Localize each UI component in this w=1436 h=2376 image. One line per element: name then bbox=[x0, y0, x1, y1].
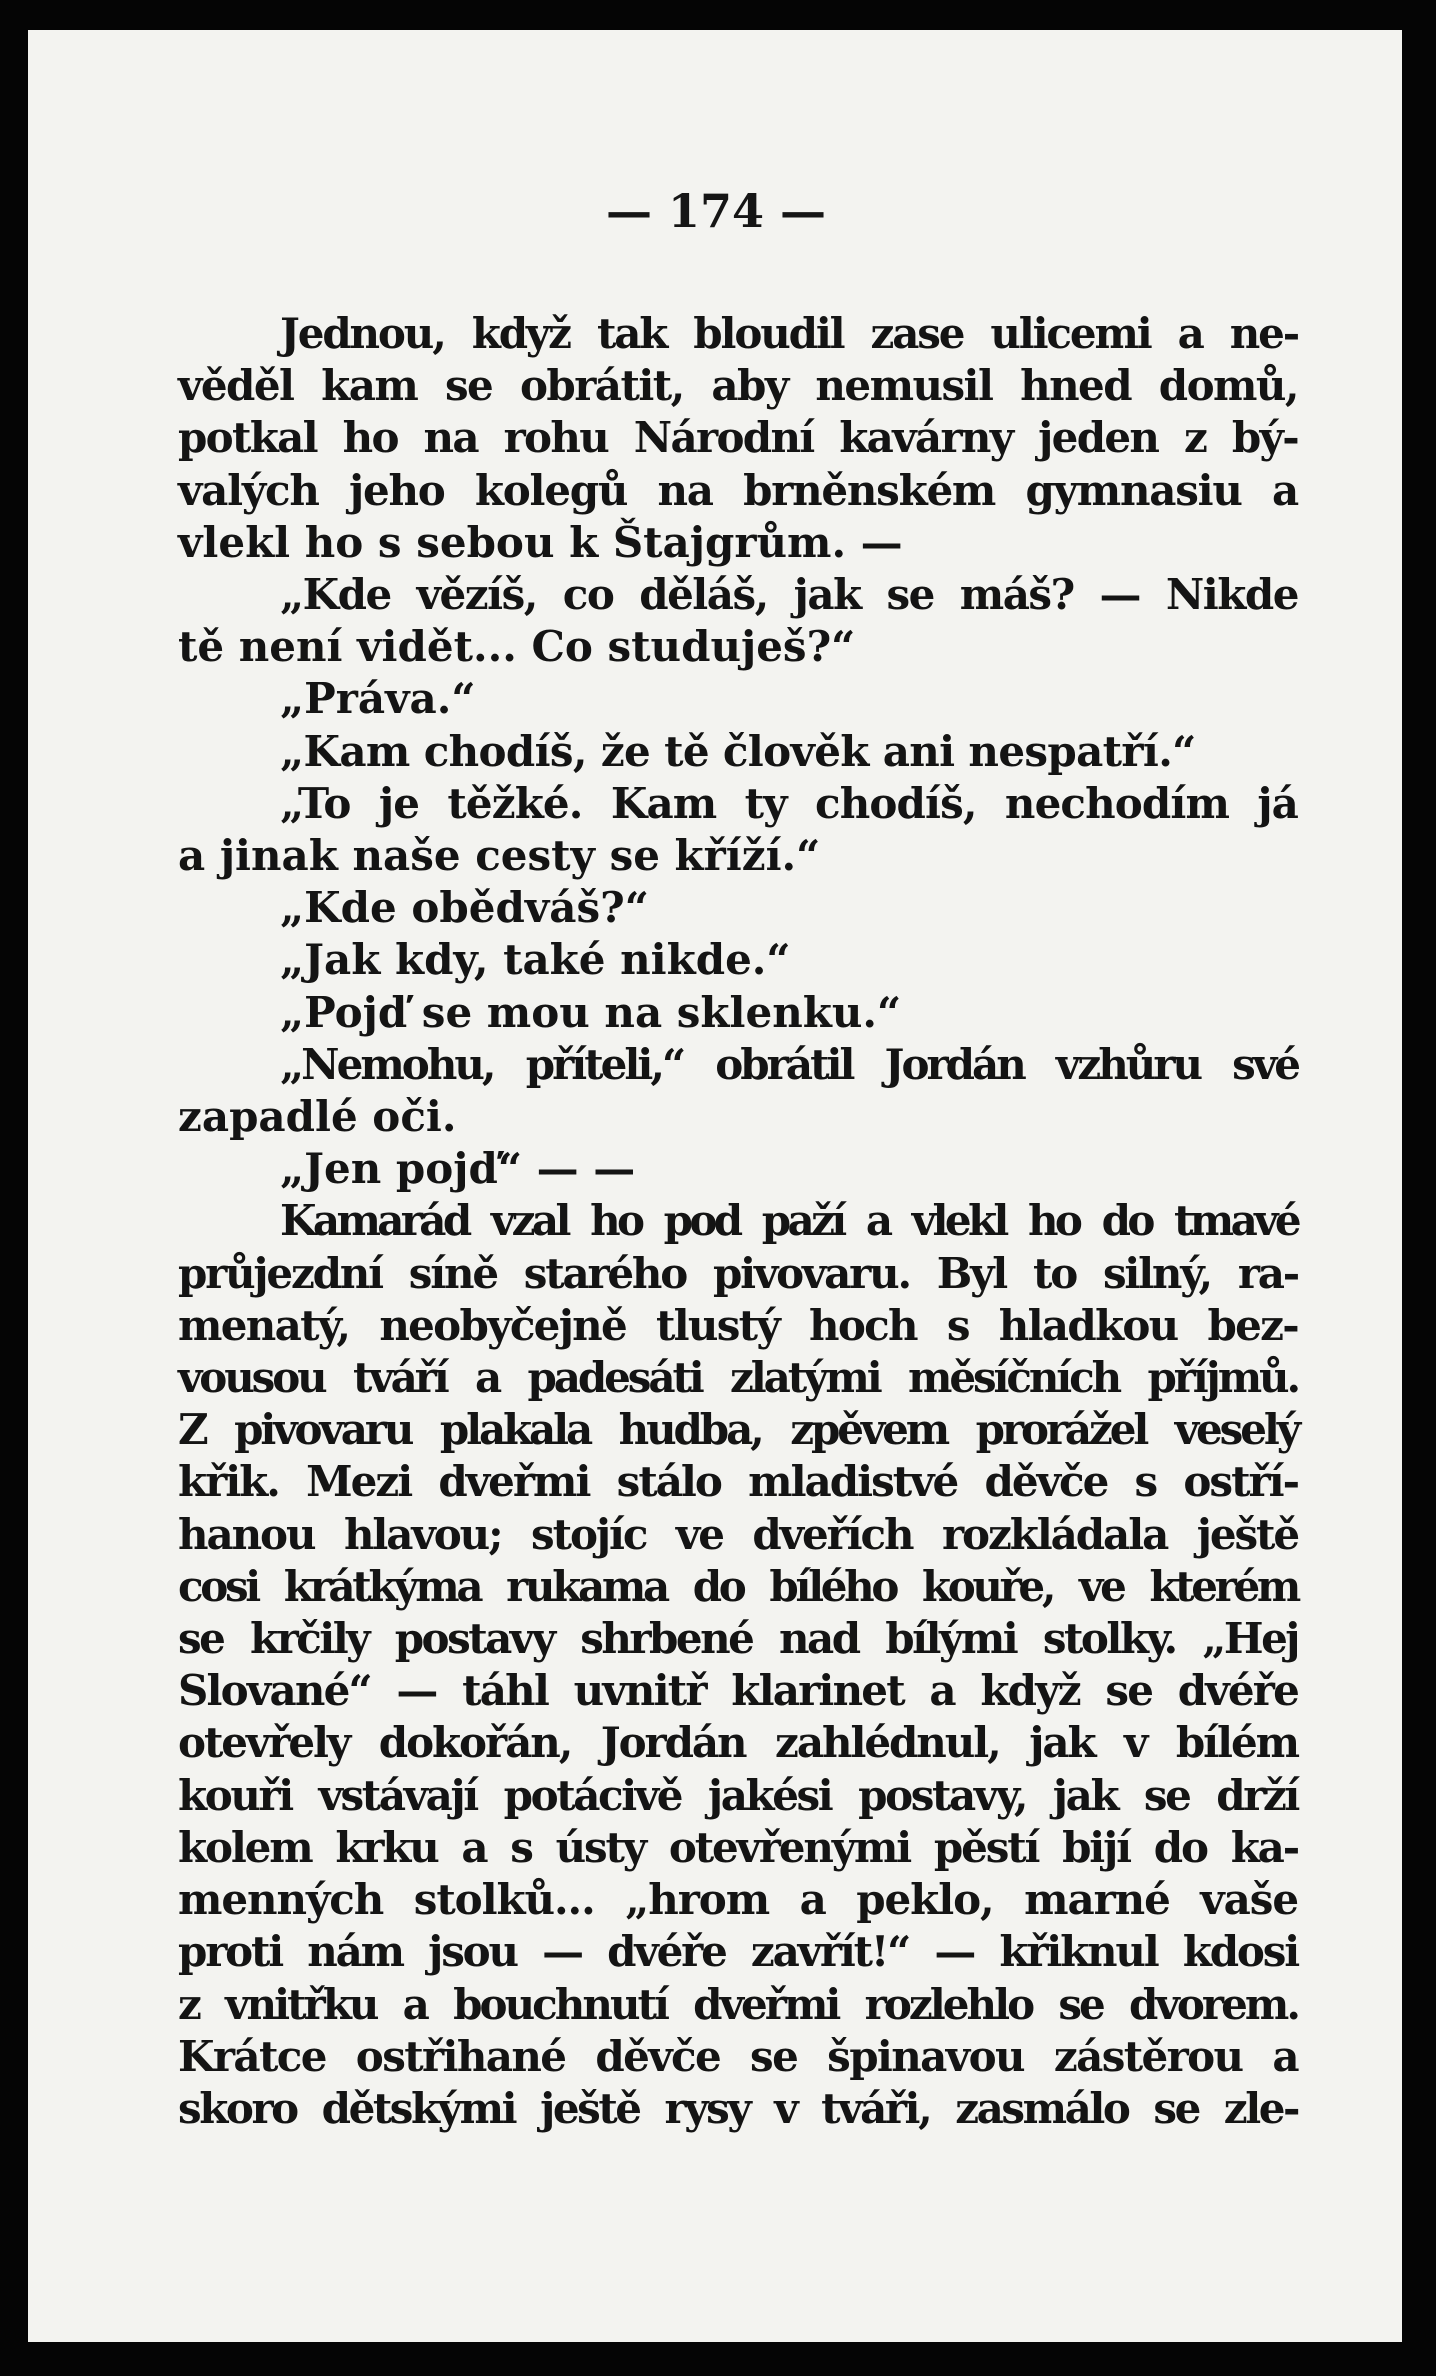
text-line: tě není vidět... Co studuješ?“ bbox=[178, 622, 856, 672]
text-line: Z pivovaru plakala hudba, zpěvem prorážel veselý bbox=[178, 1405, 1298, 1455]
paragraph-p10 bbox=[178, 1143, 1298, 1195]
text-line: zapadlé oči. bbox=[178, 1092, 457, 1142]
text-line: „Pojď se mou na sklenku.“ bbox=[280, 987, 902, 1037]
paragraph-p8 bbox=[178, 987, 1298, 1039]
text-line: „Jen pojď“ — — bbox=[280, 1144, 636, 1194]
text-line: „Kam chodíš, že tě člověk ani nespatří.“ bbox=[280, 726, 1196, 776]
text-line: se krčily postavy shrbené nad bílými stolky. „Hej bbox=[178, 1614, 1298, 1664]
text-line: „Kde vězíš, co děláš, jak se máš? — Nikde bbox=[280, 570, 1298, 620]
text-line: menných stolků... „hrom a peklo, marné vaše bbox=[178, 1875, 1298, 1925]
text-line: menatý, neobyčejně tlustý hoch s hladkou bez- bbox=[178, 1300, 1298, 1350]
body-text bbox=[178, 308, 1298, 2135]
text-line: vlekl ho s sebou k Štajgrům. — bbox=[178, 517, 903, 567]
text-line: a jinak naše cesty se kříží.“ bbox=[178, 831, 821, 881]
paragraph-p9 bbox=[178, 1039, 1298, 1143]
text-line: „To je těžké. Kam ty chodíš, nechodím já bbox=[280, 778, 1298, 828]
text-line: Kamarád vzal ho pod paží a vlekl ho do tmavé bbox=[280, 1196, 1298, 1246]
text-line: Slované“ — táhl uvnitř klarinet a když se dvéře bbox=[178, 1666, 1298, 1716]
text-line: Krátce ostřihané děvče se špinavou zástěrou a bbox=[178, 2031, 1298, 2081]
text-line: Jednou, když tak bloudil zase ulicemi a ne- bbox=[280, 309, 1298, 358]
text-line: cosi krátkýma rukama do bílého kouře, ve kterém bbox=[178, 1561, 1298, 1611]
text-line: hanou hlavou; stojíc ve dveřích rozkládala ještě bbox=[178, 1509, 1298, 1559]
text-line: „Jak kdy, také nikde.“ bbox=[280, 935, 791, 985]
paragraph-p11 bbox=[178, 1195, 1298, 2135]
text-line: „Nemohu, příteli,“ obrátil Jordán vzhůru své bbox=[280, 1039, 1298, 1089]
text-line: kolem krku a s ústy otevřenými pěstí bijí do ka- bbox=[178, 1822, 1298, 1872]
text-line: průjezdní síně starého pivovaru. Byl to silný, ra- bbox=[178, 1248, 1298, 1298]
text-line: valých jeho kolegů na brněnském gymnasiu a bbox=[178, 465, 1298, 515]
page-number: — 174 — bbox=[605, 184, 827, 238]
text-line: potkal ho na rohu Národní kavárny jeden z bý- bbox=[178, 413, 1298, 463]
text-line: proti nám jsou — dvéře zavřít!“ — křiknul kdosi bbox=[178, 1927, 1298, 1977]
paragraph-p4 bbox=[178, 726, 1298, 778]
text-line: „Kde obědváš?“ bbox=[280, 883, 649, 933]
text-line: z vnitřku a bouchnutí dveřmi rozlehlo se dvorem. bbox=[178, 1979, 1298, 2029]
text-line: skoro dětskými ještě rysy v tváři, zasmálo se zle- bbox=[178, 2083, 1298, 2133]
text-line: křik. Mezi dveřmi stálo mladistvé děvče s ostří- bbox=[178, 1457, 1298, 1507]
paragraph-p1 bbox=[178, 308, 1298, 569]
paragraph-p3 bbox=[178, 673, 1298, 725]
book-page bbox=[28, 30, 1402, 2342]
paragraph-p5 bbox=[178, 778, 1298, 882]
text-line: otevřely dokořán, Jordán zahlédnul, jak v bílém bbox=[178, 1718, 1298, 1768]
text-line: vousou tváří a padesáti zlatými měsíčních příjmů. bbox=[178, 1353, 1298, 1403]
text-line: kouři vstávají potácivě jakési postavy, jak se drží bbox=[178, 1770, 1298, 1820]
text-line: „Práva.“ bbox=[280, 674, 476, 724]
paragraph-p6 bbox=[178, 882, 1298, 934]
text-line: věděl kam se obrátit, aby nemusil hned domů, bbox=[178, 361, 1298, 411]
paragraph-p7 bbox=[178, 934, 1298, 986]
paragraph-p2 bbox=[178, 569, 1298, 673]
